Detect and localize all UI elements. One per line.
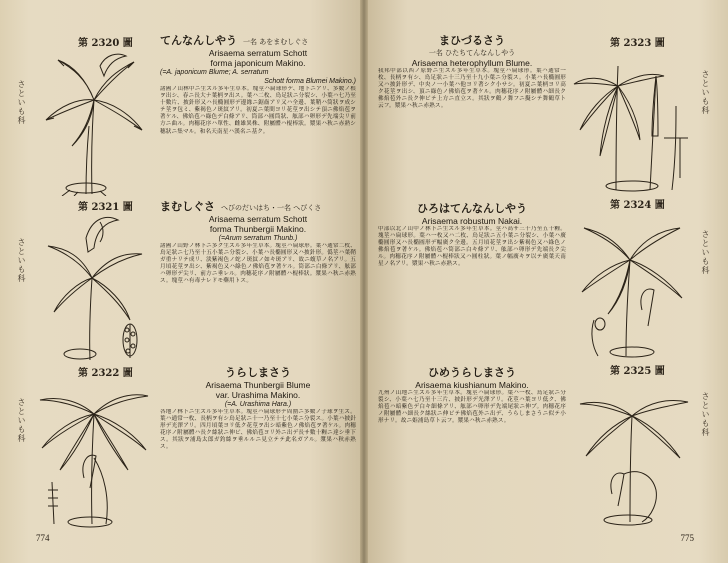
- entry-description: 九州ノ山地ニ生ズル多年生草本。塊莖ハ扁球形。葉ハ一枚、鳥足狀ニ分裂シ、小葉ハ七乃至十三片、披針形デ光澤アリ。花莖ハ葉ヨリ低ク、佛焰苞ハ暗紫色デ白キ細條アリ、舷部ハ卵形デ先端尾狀ニ伸ブ。肉穗花序ノ附屬體ハ細長ク絲狀ニ伸ビテ佛焰苞外ニ出デ、うらしまさうニ似テ小形ナリ。故ニ姫浦島草ト云フ。漿果ハ秋ニ赤熟ス。: [378, 390, 566, 425]
- page-number: 774: [36, 533, 50, 543]
- entry-2323: [378, 32, 566, 192]
- scientific-name: Arisaema serratum Schott: [208, 48, 308, 58]
- entry-2320: [160, 32, 356, 188]
- family-label: さといも科: [701, 70, 710, 115]
- scientific-name: Arisaema heterophyllum Blume.: [411, 58, 533, 68]
- plant-illustration-2324: [572, 210, 696, 358]
- entry-description: 我邦中部以西ノ原野ニ生ズル多年生草本。塊莖ハ扁球形。葉ハ通常一枚、長柄ヲ有シ、鳥足狀ニ十三乃至十九小葉ニ分裂ス。小葉ハ長橢圓形又ハ披針形デ、中央ノ一小葉ハ他ヨリ著シク小サシ。初夏ニ葉柄ヨリ高ク花莖ヲ出シ、頂ニ綠色ノ佛焰苞ヲ著ケル。肉穗花序ノ附屬體ハ細長ク佛焰苞外ニ長ク伸ビテ上方ニ直立ス。其狀ヲ鶴ノ舞フニ擬シテ舞鶴草ト云フ。漿果ハ秋ニ赤熟ス。: [378, 68, 566, 110]
- figure-number: 第 2325 圖: [610, 366, 665, 377]
- plant-illustration-2323: [572, 46, 696, 192]
- synonym: Schott forma Blumei Makino.): [264, 78, 356, 85]
- synonym: (=A. japonicum Blume; A. serratum: [160, 69, 269, 76]
- plant-illustration-2322: [34, 378, 152, 528]
- synonym: (=A. Urashima Hara.): [224, 401, 292, 408]
- family-label: さといも科: [701, 392, 710, 437]
- figure-number: 第 2322 圖: [78, 368, 133, 379]
- book-gutter: [360, 0, 368, 563]
- japanese-name: ひろはてんなんしやう: [417, 202, 527, 215]
- scientific-forma: forma Thunbergii Makino.: [209, 224, 307, 234]
- family-label: さといも科: [17, 80, 26, 125]
- entry-2321: [160, 198, 356, 353]
- entry-2324: [378, 200, 566, 362]
- right-page: [364, 0, 728, 563]
- entry-description: 諸國ノ山林中ニ生ズル多年生草本。塊莖ハ扁球形デ、地下ニアリ、多數ノ根ヲ出シ、春ニ長大ナ葉柄ヲ出ス。葉ハ二枚、鳥足狀ニ分裂シ、小葉ハ七乃至十數片、披針形又ハ長橢圓形デ邊緣ニ鋸齒アリ又ハ全邊、葉鞘ハ筒狀ヲ成シテ莖ヲ包ミ、紫褐色ノ斑紋アリ。初夏ニ葉間ヨリ花莖ヲ出シテ頂ニ佛焰苞ヲ著ケル、佛焰苞ハ綠色デ白條アリ、筒部ハ圓筒狀、舷部ハ卵形デ先端尖リ前方ニ曲ル。肉穗花序ハ單性、雌雄異株、附屬體ハ棍棒狀。漿果ハ秋ニ赤熟シ穗狀ニ集マル。和名天南星ハ漢名ニ基ク。: [160, 86, 356, 135]
- synonym: (=Arum serratum Thunb.): [218, 235, 298, 242]
- figure-number: 第 2321 圖: [78, 202, 133, 213]
- scientific-name: Arisaema kiushianum Makino.: [415, 380, 529, 390]
- scientific-name: Arisaema Thunbergii Blume: [205, 380, 311, 390]
- japanese-name: うらしまさう: [225, 366, 291, 379]
- family-label: さといも科: [17, 238, 26, 283]
- scientific-name: Arisaema robustum Nakai.: [421, 216, 523, 226]
- alternate-name: 一名 あをまむしぐさ: [243, 38, 309, 46]
- scientific-name: Arisaema serratum Schott: [208, 214, 308, 224]
- japanese-name: まむしぐさ: [160, 200, 215, 213]
- family-label: さといも科: [17, 398, 26, 443]
- figure-number: 第 2323 圖: [610, 38, 665, 49]
- japanese-name: まひづるさう: [439, 34, 505, 47]
- plant-illustration-2321: [34, 212, 152, 362]
- alternate-name: へびのだいはち・一名 へびくさ: [221, 204, 322, 212]
- plant-illustration-2320: [34, 48, 152, 196]
- page-number: 775: [680, 533, 694, 543]
- plant-illustration-2325: [572, 376, 696, 526]
- entry-description: 中部以北ノ山中ノ林下ニ生ズル多年生草本。莖ハ高サ三十乃至五十糎。塊莖ハ扁球形。葉ハ一枚又ハ二枚、鳥足狀ニ五小葉ニ分裂シ、小葉ハ廣橢圓形又ハ長橢圓形デ幅廣ク全邊。五月頃花莖ヲ出シ紫褐色又ハ綠色ノ佛焰苞ヲ著ケル。佛焰苞ハ筒部ニ白キ條アリ、舷部ハ卵形デ先端長ク尖ル。肉穗花序ノ附屬體ハ棍棒狀又ハ圓柱狀。葉ノ幅廣キヲ以テ廣葉天南星ノ名アリ。漿果ハ秋ニ赤熟ス。: [378, 226, 566, 268]
- entry-description: 諸國ノ山野ノ林下ニ多ク生ズル多年生草本。塊莖ハ扁球形。葉ハ通常二枚、鳥足狀ニ七乃至十五小葉ニ分裂シ、小葉ハ長橢圓形又ハ披針形。僞莖ハ葉鞘ガ重ナリテ成リ、淡紫褐色ノ蛇ノ斑紋ノ如キ斑アリ、故ニ蝮草ノ名アリ。五月頃花莖ヲ出シ、紫褐色又ハ綠色ノ佛焰苞ヲ著ケル。筒部ニ白條アリ、舷部ハ卵形デ尖リ、前方ニ垂レル。肉穗花序ノ附屬體ハ棍棒狀。漿果ハ秋ニ赤熟ス。塊莖ハ有毒ナレドモ藥用トス。: [160, 243, 356, 285]
- entry-description: 各地ノ林下ニ生ズル多年生草本。塊莖ハ扁球形デ周圍ニ多數ノ子球ヲ生ズ。葉ハ通常一枚、長柄ヲ有シ鳥足狀ニ十一乃至十七小葉ニ分裂ス。小葉ハ披針形デ光澤アリ。四月頃葉ヨリ低ク花莖ヲ出シ暗紫色ノ佛焰苞ヲ著ケル。肉穗花序ノ附屬體ハ長ク絲狀ニ伸ビ、佛焰苞ヨリ外ニ出デ長サ數十糎ニ達シ垂下ス。其狀ヲ浦島太郎ガ釣絲ヲ垂ルルニ見立テテ此名ガアル。漿果ハ秋赤熟ス。: [160, 409, 356, 451]
- alternate-name: 一名 ひたちてんなんしやう: [428, 49, 516, 57]
- entry-2322: [160, 364, 356, 533]
- japanese-name: ひめうらしまさう: [428, 366, 516, 379]
- figure-number: 第 2324 圖: [610, 200, 665, 211]
- scientific-variety: var. Urashima Makino.: [215, 390, 301, 400]
- entry-2325: [378, 364, 566, 514]
- scientific-forma: forma japonicum Makino.: [210, 58, 306, 68]
- figure-number: 第 2320 圖: [78, 38, 133, 49]
- japanese-name: てんなんしやう: [160, 34, 237, 47]
- family-label: さといも科: [701, 230, 710, 275]
